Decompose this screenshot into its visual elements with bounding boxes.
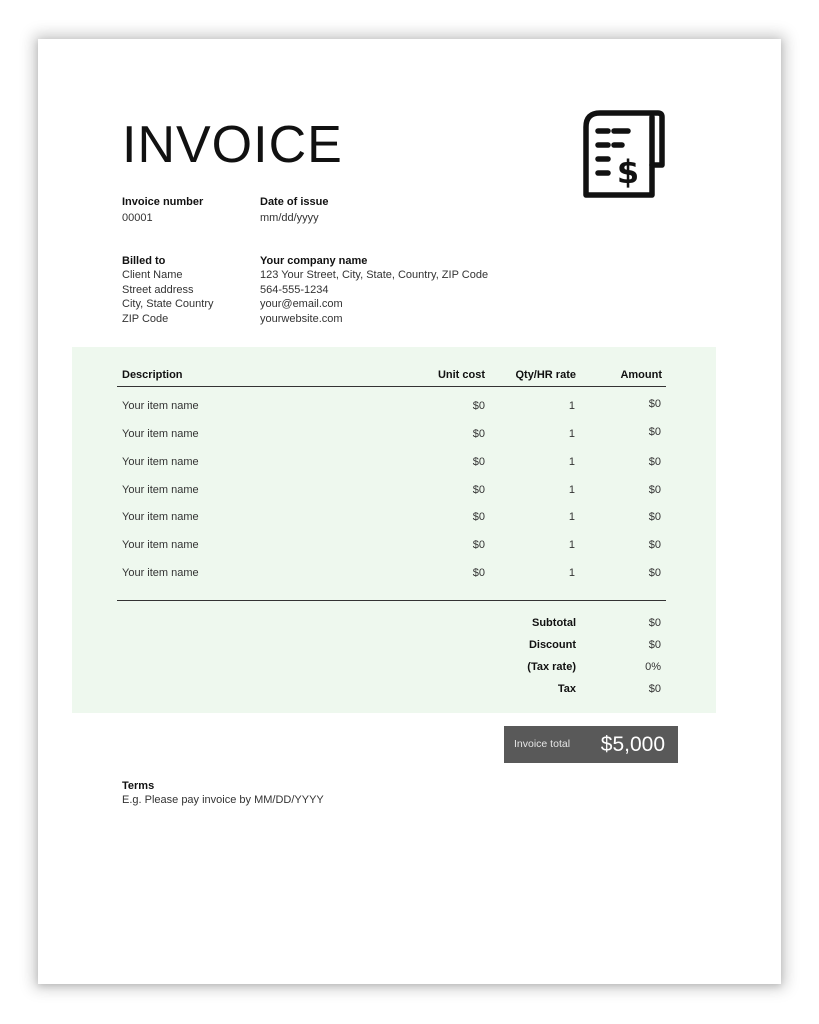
company-name-label: Your company name [260, 255, 368, 267]
header-description: Description [122, 369, 183, 381]
table-row [38, 400, 781, 420]
invoice-total-box [504, 726, 678, 763]
invoice-page [38, 39, 781, 984]
header-qty: Qty/HR rate [515, 369, 576, 381]
discount-value: $0 [648, 639, 661, 651]
item-amount: $0 [648, 511, 661, 523]
item-unit-cost: $0 [472, 484, 485, 496]
invoice-total-value: $5,000 [600, 733, 665, 756]
invoice-total-label: Invoice total [514, 738, 571, 750]
company-email: your@email.com [260, 298, 343, 310]
tax-rate-label: (Tax rate) [527, 661, 576, 673]
item-description: Your item name [122, 539, 199, 551]
table-row [38, 484, 781, 504]
item-qty: 1 [568, 539, 575, 551]
items-divider [117, 600, 666, 601]
item-qty: 1 [568, 456, 575, 468]
billed-to-line: City, State Country [122, 298, 214, 310]
receipt-dollar-icon [578, 109, 668, 201]
invoice-title: INVOICE [122, 116, 343, 174]
tax-row [38, 683, 781, 699]
table-row [38, 567, 781, 587]
table-row [38, 456, 781, 476]
terms-value: E.g. Please pay invoice by MM/DD/YYYY [122, 794, 324, 806]
billed-to-label: Billed to [122, 255, 166, 267]
item-description: Your item name [122, 511, 199, 523]
item-description: Your item name [122, 400, 199, 412]
company-website: yourwebsite.com [260, 313, 343, 325]
item-amount: $0 [648, 567, 661, 579]
item-description: Your item name [122, 567, 199, 579]
invoice-number-value: 00001 [122, 212, 153, 224]
header-unit-cost: Unit cost [437, 369, 485, 381]
tax-label: Tax [557, 683, 576, 695]
subtotal-row [38, 617, 781, 633]
tax-value: $0 [648, 683, 661, 695]
billed-to-line: ZIP Code [122, 313, 169, 325]
discount-row [38, 639, 781, 655]
item-description: Your item name [122, 456, 199, 468]
item-unit-cost: $0 [472, 539, 485, 551]
item-amount: $0 [648, 398, 661, 410]
item-qty: 1 [568, 484, 575, 496]
item-amount: $0 [648, 456, 661, 468]
billed-to-line: Client Name [122, 269, 183, 281]
item-unit-cost: $0 [472, 567, 485, 579]
company-address: 123 Your Street, City, State, Country, ZIP Code [260, 269, 489, 281]
tax-rate-value: 0% [645, 661, 661, 673]
header-amount: Amount [620, 369, 662, 381]
date-of-issue-value: mm/dd/yyyy [260, 212, 319, 224]
item-amount: $0 [648, 426, 661, 438]
terms-label: Terms [122, 780, 155, 792]
billed-to-line: Street address [122, 284, 194, 296]
discount-label: Discount [528, 639, 576, 651]
company-phone: 564-555-1234 [260, 284, 329, 296]
table-row [38, 511, 781, 531]
item-unit-cost: $0 [472, 511, 485, 523]
item-description: Your item name [122, 428, 199, 440]
subtotal-value: $0 [648, 617, 661, 629]
item-unit-cost: $0 [472, 456, 485, 468]
header-divider [117, 386, 666, 387]
item-qty: 1 [568, 511, 575, 523]
item-qty: 1 [568, 428, 575, 440]
invoice-number-label: Invoice number [122, 196, 204, 208]
item-description: Your item name [122, 484, 199, 496]
item-amount: $0 [648, 484, 661, 496]
date-of-issue-label: Date of issue [260, 196, 329, 208]
item-unit-cost: $0 [472, 428, 485, 440]
item-qty: 1 [568, 400, 575, 412]
tax-rate-row [38, 661, 781, 677]
item-qty: 1 [568, 567, 575, 579]
table-row [38, 539, 781, 559]
subtotal-label: Subtotal [532, 617, 576, 629]
svg-text:$: $ [616, 153, 640, 191]
table-row [38, 428, 781, 448]
item-unit-cost: $0 [472, 400, 485, 412]
item-amount: $0 [648, 539, 661, 551]
